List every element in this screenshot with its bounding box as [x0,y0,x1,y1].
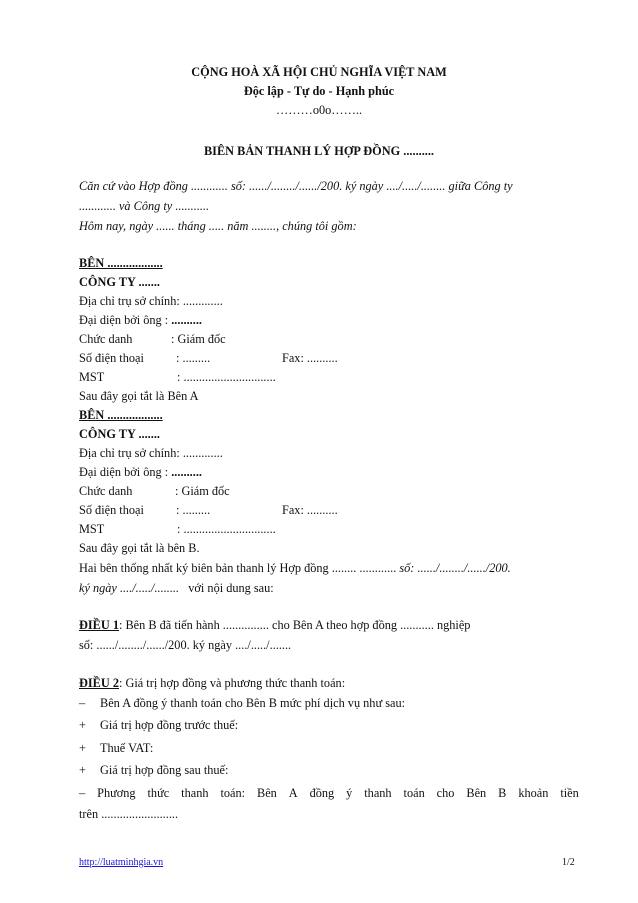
party-b-rep-value: .......... [171,465,202,479]
payment-method-line-2: trên ......................... [79,807,179,821]
document-title: BIÊN BẢN THANH LÝ HỢP ĐỒNG .......... [203,144,435,158]
party-b-title-row [79,483,579,499]
footer-link[interactable] [79,857,163,869]
party-b-rep-label: Đại diện bởi ông : [79,465,172,479]
divider-ornament: ………o0o…….. [275,103,363,117]
payment-word: B [498,786,507,800]
agreement-line-1-text: Hai bên thống nhất ký biên bản thanh lý Hợp đồng ........ ............ [79,561,400,575]
payment-word: Phương [97,786,136,800]
party-a-phone-row [79,350,579,366]
payment-word: đồng [309,786,335,800]
list-item [79,740,153,756]
party-b-phone-row [79,502,579,518]
article-1 [79,617,470,633]
party-b-heading: BÊN .................. [79,408,163,422]
party-a-heading: BÊN .................. [79,256,163,270]
payment-word: cho [436,786,455,800]
payment-word: Bên [257,786,277,800]
party-b-title-label: Chức danh [79,484,133,498]
party-a-tax-row [79,369,579,385]
payment-word: khoản [518,786,549,800]
article-1-text: : Bên B đã tiến hành ............... cho Bên A theo hợp đồng ........... nghiệp [118,618,471,632]
list-item-text: Bên A đồng ý thanh toán cho Bên B mức phí dịch vụ như sau: [100,696,406,710]
article-1-line-2: số: ....../......../....../200. ký ngày ..../...../....... [79,638,292,652]
list-bullet: + [79,763,86,777]
list-item [79,695,405,711]
party-a-address: Địa chỉ trụ sở chính: ............. [79,294,223,308]
party-a-fax: Fax: .......... [282,351,338,365]
party-a-rep-value: .......... [171,313,202,327]
party-b-representative [79,464,202,480]
national-title: CỘNG HOÀ XÃ HỘI CHỦ NGHĨA VIỆT NAM [191,65,447,79]
article-2-text: : Giá trị hợp đồng và phương thức thanh toán: [118,676,346,690]
party-b-title-value: : Giám đốc [175,484,230,498]
payment-word: toán [403,786,425,800]
payment-word: A [288,786,298,800]
agreement-line-1 [79,560,511,576]
party-b-fax: Fax: .......... [282,503,338,517]
party-a-title-label: Chức danh [79,332,133,346]
agreement-line-2 [79,580,274,596]
list-item-text: Giá trị hợp đồng trước thuế: [100,718,239,732]
party-a-company: CÔNG TY ....... [79,275,160,289]
article-2-label: ĐIỀU 2 [79,676,119,690]
payment-method-line [79,785,579,801]
payment-word: tiền [560,786,579,800]
party-b-address: Địa chỉ trụ sở chính: ............. [79,446,223,460]
party-a-phone-label: Số điện thoại [79,351,144,365]
article-2 [79,675,345,691]
payment-word: – [79,786,86,800]
party-b-tax-value: : .............................. [177,522,276,536]
motto: Độc lập - Tự do - Hạnh phúc [243,84,395,98]
list-bullet: – [79,696,86,710]
agreement-line-2-text: với nội dung sau: [179,581,274,595]
list-item [79,762,228,778]
page-number: 1/2 [562,857,575,868]
preamble-line-3: Hôm nay, ngày ...... tháng ..... năm ........, chúng tôi gồm: [79,219,357,233]
party-b-phone-value: : ......... [176,503,211,517]
agreement-contract-number: số: ....../......../....../200. [399,561,511,575]
payment-word: ý [346,786,353,800]
payment-word: thanh [364,786,392,800]
party-a-title-row [79,331,579,347]
list-item [79,717,238,733]
party-a-alias: Sau đây gọi tắt là Bên A [79,389,199,403]
website-link[interactable]: http://luatminhgia.vn [79,857,164,868]
article-1-label: ĐIỀU 1 [79,618,119,632]
list-bullet: + [79,741,86,755]
party-b-tax-row [79,521,579,537]
party-a-rep-label: Đại diện bởi ông : [79,313,172,327]
party-b-company: CÔNG TY ....... [79,427,160,441]
list-bullet: + [79,718,86,732]
preamble-line-1: Căn cứ vào Hợp đồng ............ số: ....../......../....../200. ký ngày ..../...../........ giữa Công ty [79,179,513,193]
party-a-tax-label: MST [79,370,105,384]
payment-word: Bên [466,786,487,800]
preamble-line-2: ............ và Công ty ........... [79,199,210,213]
payment-word: thức [147,786,170,800]
payment-word: toán: [220,786,246,800]
party-b-alias: Sau đây gọi tắt là bên B. [79,541,200,555]
party-b-phone-label: Số điện thoại [79,503,144,517]
party-a-tax-value: : .............................. [177,370,276,384]
party-b-tax-label: MST [79,522,105,536]
party-a-phone-value: : ......... [176,351,211,365]
payment-word: thanh [181,786,209,800]
list-item-text: Giá trị hợp đồng sau thuế: [100,763,229,777]
list-item-text: Thuế VAT: [100,741,154,755]
party-a-representative [79,312,202,328]
agreement-sign-date: ký ngày ..../...../........ [79,581,180,595]
party-a-title-value: : Giám đốc [171,332,226,346]
